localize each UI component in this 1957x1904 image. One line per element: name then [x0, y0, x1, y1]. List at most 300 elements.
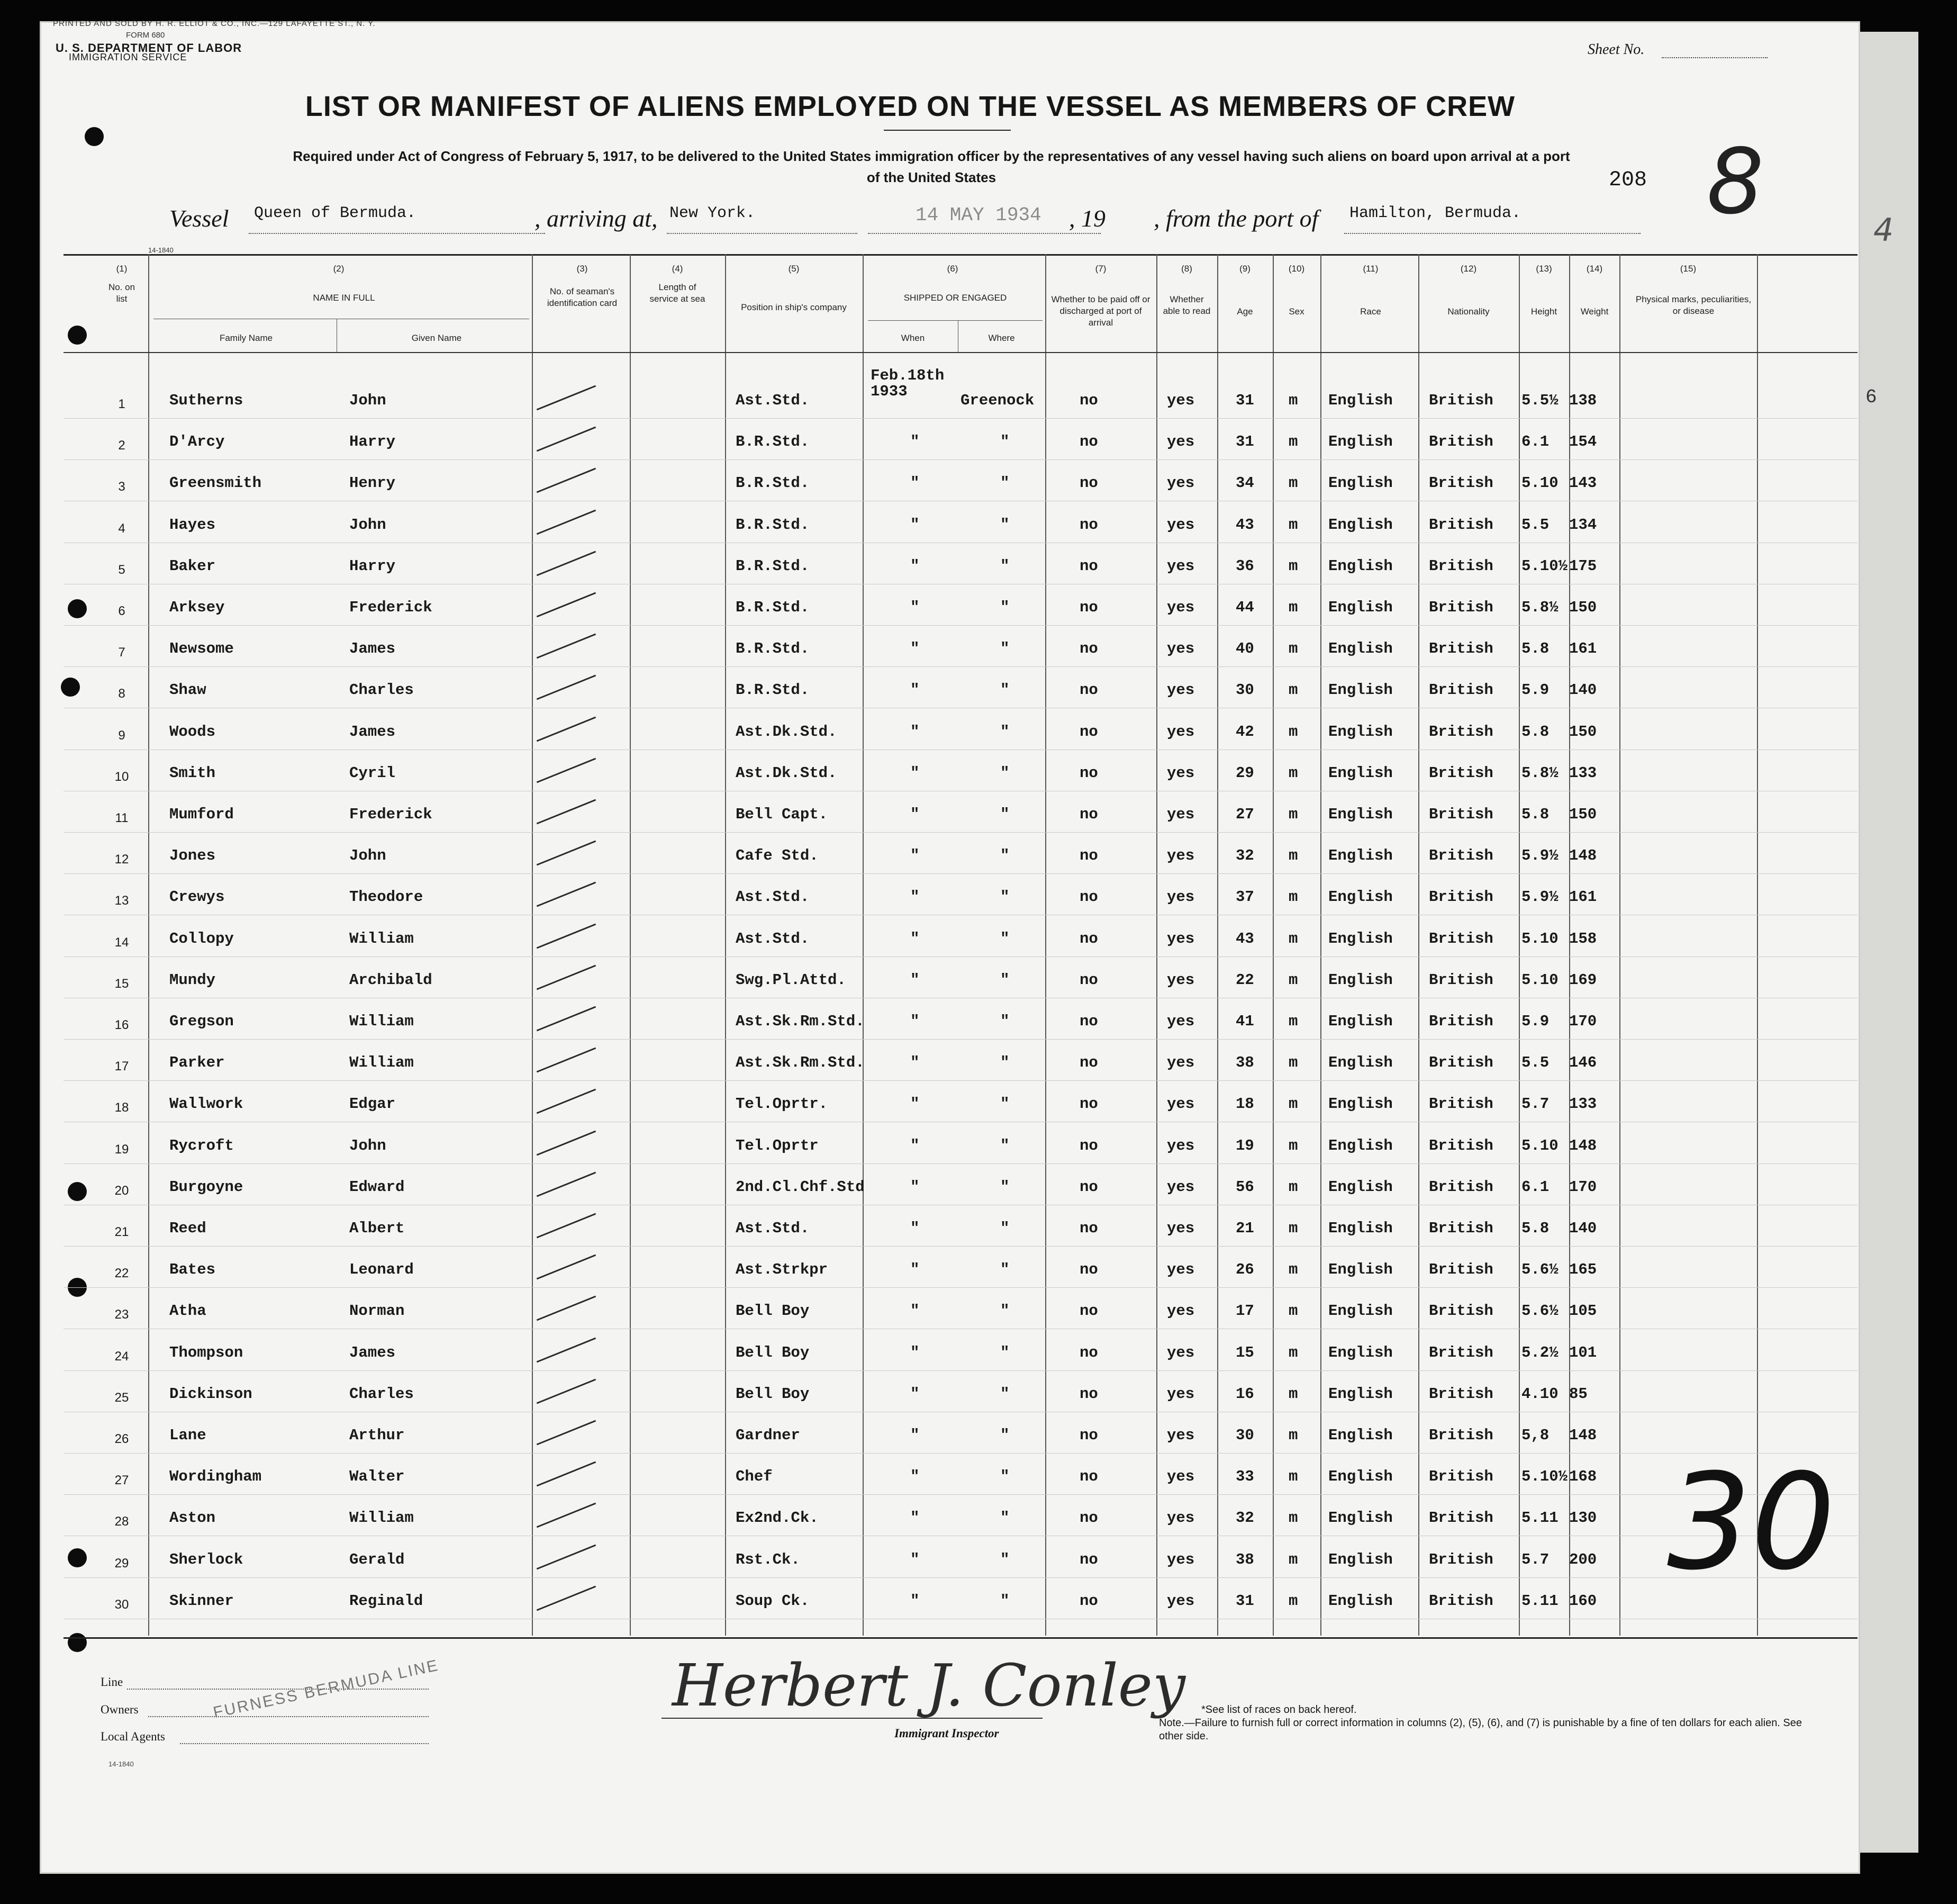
height-cell: 5.5: [1521, 1054, 1550, 1072]
given-name-cell: Walter: [349, 1468, 405, 1486]
nationality-cell: British: [1429, 1095, 1493, 1113]
race-cell: English: [1328, 392, 1393, 409]
column-header-family-name: Family Name: [219, 333, 273, 343]
nationality-cell: British: [1429, 930, 1493, 948]
position-cell: Ast.Std.: [736, 888, 810, 906]
height-cell: 5.10: [1521, 930, 1559, 948]
age-cell: 26: [1236, 1261, 1254, 1279]
height-cell: 5.5½: [1521, 392, 1559, 409]
shipped-when-cell: ": [910, 764, 920, 782]
shipped-when-cell: ": [910, 599, 920, 616]
able-to-read-cell: yes: [1167, 1343, 1195, 1361]
shipped-where-cell: ": [1000, 1302, 1010, 1320]
weight-cell: 169: [1569, 971, 1597, 989]
row-number-cell: 30: [114, 1597, 129, 1612]
position-cell: Soup Ck.: [736, 1592, 810, 1610]
position-cell: Bell Capt.: [736, 806, 828, 823]
sex-cell: m: [1289, 1468, 1298, 1486]
column-header-4-number: (4): [672, 264, 683, 274]
race-cell: English: [1328, 1302, 1393, 1320]
age-cell: 40: [1236, 640, 1254, 658]
height-cell: 5.8½: [1521, 764, 1559, 782]
family-name-cell: Burgoyne: [169, 1178, 243, 1196]
nationality-cell: British: [1429, 723, 1493, 741]
row-rule: [64, 1246, 1858, 1247]
given-name-cell: Harry: [349, 433, 396, 451]
height-cell: 5.2½: [1521, 1343, 1559, 1361]
from-port-underline: [1344, 233, 1641, 234]
row-number-cell: 7: [118, 645, 125, 660]
position-cell: Chef: [736, 1468, 773, 1486]
sex-cell: m: [1289, 971, 1298, 989]
position-cell: Ast.Sk.Rm.Std.: [736, 1054, 865, 1072]
column-header-where: Where: [988, 333, 1015, 343]
weight-cell: 101: [1569, 1343, 1597, 1361]
column-header-2: NAME IN FULL: [313, 293, 375, 303]
nationality-cell: British: [1429, 1550, 1493, 1568]
able-to-read-cell: yes: [1167, 847, 1195, 865]
column-header-6-number: (6): [947, 264, 958, 274]
given-name-cell: Albert: [349, 1220, 405, 1237]
height-cell: 6.1: [1521, 433, 1550, 451]
row-number-cell: 10: [114, 769, 129, 784]
given-name-cell: William: [349, 1509, 414, 1527]
weight-cell: 161: [1569, 640, 1597, 658]
age-cell: 30: [1236, 1427, 1254, 1444]
given-name-cell: John: [349, 1136, 386, 1154]
arriving-underline: [667, 233, 857, 234]
row-number-cell: 12: [114, 852, 129, 867]
shipped-where-cell: ": [1000, 806, 1010, 823]
row-number-cell: 11: [115, 811, 129, 825]
shipped-when-cell: ": [910, 1343, 920, 1361]
age-cell: 38: [1236, 1550, 1254, 1568]
able-to-read-cell: yes: [1167, 1592, 1195, 1610]
shipped-where-cell: ": [1000, 1013, 1010, 1030]
age-cell: 32: [1236, 847, 1254, 865]
column-header-when: When: [901, 333, 925, 343]
race-cell: English: [1328, 433, 1393, 451]
owners-underline: [148, 1716, 429, 1717]
race-cell: English: [1328, 681, 1393, 699]
local-agents-label: Local Agents: [101, 1730, 165, 1743]
weight-cell: 130: [1569, 1509, 1597, 1527]
sex-cell: m: [1289, 392, 1298, 409]
race-cell: English: [1328, 1220, 1393, 1237]
sex-cell: m: [1289, 640, 1298, 658]
sex-cell: m: [1289, 1261, 1298, 1279]
sheet-number-line: [1662, 57, 1768, 58]
adjacent-page-edge: [1860, 32, 1918, 1853]
nationality-cell: British: [1429, 1220, 1493, 1237]
height-cell: 5.9: [1521, 681, 1550, 699]
column-divider: [1757, 254, 1758, 1636]
document-title: LIST OR MANIFEST OF ALIENS EMPLOYED ON THE VESSEL AS MEMBERS OF CREW: [305, 91, 1516, 122]
shipped-when-cell: ": [910, 1261, 920, 1279]
shipped-subheader-rule: [868, 320, 1043, 321]
age-cell: 56: [1236, 1178, 1254, 1196]
able-to-read-cell: yes: [1167, 1054, 1195, 1072]
race-cell: English: [1328, 1343, 1393, 1361]
family-name-cell: Collopy: [169, 930, 234, 948]
subtitle-line-1: Required under Act of Congress of February 5, 1917, to be delivered to the United States immigration officer by the representatives of any vessel having such aliens on board upon arrival at a port: [293, 148, 1570, 164]
given-name-cell: William: [349, 930, 414, 948]
shipped-when-cell: ": [910, 1054, 920, 1072]
family-name-cell: Mundy: [169, 971, 216, 989]
sex-cell: m: [1289, 888, 1298, 906]
nationality-cell: British: [1429, 971, 1493, 989]
nationality-cell: British: [1429, 474, 1493, 492]
column-header-14: Weight: [1580, 306, 1609, 317]
shipped-where-cell: ": [1000, 681, 1010, 699]
age-cell: 27: [1236, 806, 1254, 823]
weight-cell: 150: [1569, 723, 1597, 741]
row-number-cell: 2: [118, 438, 125, 453]
column-header-7-number: (7): [1095, 264, 1107, 274]
column-divider: [148, 254, 149, 1636]
nationality-cell: British: [1429, 1261, 1493, 1279]
race-cell: English: [1328, 1054, 1393, 1072]
weight-cell: 146: [1569, 1054, 1597, 1072]
shipped-when-cell: ": [910, 1427, 920, 1444]
sex-cell: m: [1289, 1592, 1298, 1610]
stamped-number: 208: [1609, 168, 1647, 192]
position-cell: Ast.Dk.Std.: [736, 764, 837, 782]
able-to-read-cell: yes: [1167, 1302, 1195, 1320]
weight-cell: 148: [1569, 1136, 1597, 1154]
nationality-cell: British: [1429, 433, 1493, 451]
shipped-where-cell: ": [1000, 1261, 1010, 1279]
position-cell: B.R.Std.: [736, 433, 810, 451]
family-name-cell: D'Arcy: [169, 433, 225, 451]
paid-off-cell: no: [1080, 433, 1098, 451]
nationality-cell: British: [1429, 640, 1493, 658]
nationality-cell: British: [1429, 516, 1493, 534]
age-cell: 42: [1236, 723, 1254, 741]
paid-off-cell: no: [1080, 1054, 1098, 1072]
row-number-cell: 13: [114, 894, 129, 908]
shipped-when-cell: ": [910, 516, 920, 534]
weight-cell: 168: [1569, 1468, 1597, 1486]
age-cell: 37: [1236, 888, 1254, 906]
family-name-cell: Wordingham: [169, 1468, 262, 1486]
paid-off-cell: no: [1080, 1509, 1098, 1527]
title-rule: [884, 130, 1011, 131]
weight-cell: 154: [1569, 433, 1597, 451]
given-name-cell: Edward: [349, 1178, 405, 1196]
race-cell: English: [1328, 1468, 1393, 1486]
shipped-when-cell: ": [910, 1136, 920, 1154]
column-divider: [1217, 254, 1218, 1636]
nationality-cell: British: [1429, 1178, 1493, 1196]
sex-cell: m: [1289, 847, 1298, 865]
race-cell: English: [1328, 723, 1393, 741]
age-cell: 31: [1236, 1592, 1254, 1610]
able-to-read-cell: yes: [1167, 806, 1195, 823]
row-rule: [64, 1370, 1858, 1371]
column-header-11-number: (11): [1363, 264, 1379, 274]
family-name-cell: Woods: [169, 723, 216, 741]
sex-cell: m: [1289, 599, 1298, 616]
sex-cell: m: [1289, 1302, 1298, 1320]
column-divider: [1418, 254, 1419, 1636]
owners-label: Owners: [101, 1703, 139, 1716]
sex-cell: m: [1289, 723, 1298, 741]
paid-off-cell: no: [1080, 723, 1098, 741]
age-cell: 41: [1236, 1013, 1254, 1030]
family-name-cell: Jones: [169, 847, 216, 865]
race-cell: English: [1328, 1261, 1393, 1279]
paid-off-cell: no: [1080, 1261, 1098, 1279]
nationality-cell: British: [1429, 1592, 1493, 1610]
height-cell: 5.8: [1521, 640, 1550, 658]
vessel-name: Queen of Bermuda.: [254, 204, 416, 222]
shipped-where-cell: ": [1000, 723, 1010, 741]
sex-cell: m: [1289, 1220, 1298, 1237]
given-name-cell: Archibald: [349, 971, 432, 989]
shipped-when-cell: ": [910, 847, 920, 865]
able-to-read-cell: yes: [1167, 1427, 1195, 1444]
shipped-where-cell: ": [1000, 1136, 1010, 1154]
position-cell: Gardner: [736, 1427, 800, 1444]
row-number-cell: 9: [118, 728, 125, 743]
row-number-cell: 27: [114, 1473, 129, 1488]
given-name-cell: Frederick: [349, 806, 432, 823]
shipped-where-cell: ": [1000, 1054, 1010, 1072]
sex-cell: m: [1289, 557, 1298, 575]
race-cell: English: [1328, 557, 1393, 575]
height-cell: 5.6½: [1521, 1261, 1559, 1279]
handwritten-total: 30: [1667, 1445, 1836, 1599]
row-number-cell: 1: [118, 397, 125, 411]
row-rule: [64, 1287, 1858, 1288]
row-rule: [64, 666, 1858, 667]
race-cell: English: [1328, 806, 1393, 823]
sex-cell: m: [1289, 433, 1298, 451]
shipped-where-cell: ": [1000, 971, 1010, 989]
family-name-cell: Mumford: [169, 806, 234, 823]
punch-hole: [85, 127, 104, 146]
given-name-cell: Leonard: [349, 1261, 414, 1279]
height-cell: 5.10: [1521, 971, 1559, 989]
paid-off-cell: no: [1080, 1302, 1098, 1320]
paid-off-cell: no: [1080, 474, 1098, 492]
height-cell: 5.11: [1521, 1592, 1559, 1610]
column-header-1: No. on list: [108, 282, 135, 304]
given-name-cell: John: [349, 516, 386, 534]
weight-cell: 133: [1569, 764, 1597, 782]
line-label: Line: [101, 1675, 123, 1689]
nationality-cell: British: [1429, 1427, 1493, 1444]
row-rule: [64, 1080, 1858, 1081]
family-name-cell: Thompson: [169, 1343, 243, 1361]
row-number-cell: 6: [118, 604, 125, 618]
able-to-read-cell: yes: [1167, 1261, 1195, 1279]
paid-off-cell: no: [1080, 1095, 1098, 1113]
weight-cell: 150: [1569, 806, 1597, 823]
nationality-cell: British: [1429, 888, 1493, 906]
paid-off-cell: no: [1080, 1343, 1098, 1361]
column-divider: [1619, 254, 1620, 1636]
sex-cell: m: [1289, 764, 1298, 782]
paid-off-cell: no: [1080, 764, 1098, 782]
family-name-cell: Reed: [169, 1220, 206, 1237]
shipped-when-cell: ": [910, 1302, 920, 1320]
race-cell: English: [1328, 1592, 1393, 1610]
shipped-when-cell: ": [910, 971, 920, 989]
position-cell: Cafe Std.: [736, 847, 819, 865]
header-bottom-rule: [64, 352, 1858, 353]
position-cell: Ast.Dk.Std.: [736, 723, 837, 741]
family-name-cell: Hayes: [169, 516, 216, 534]
shipped-where-cell: ": [1000, 1178, 1010, 1196]
shipped-where-cell: ": [1000, 1468, 1010, 1486]
shipped-when-cell: ": [910, 433, 920, 451]
race-cell: English: [1328, 1550, 1393, 1568]
race-cell: English: [1328, 1136, 1393, 1154]
arriving-port: New York.: [669, 204, 756, 222]
able-to-read-cell: yes: [1167, 1385, 1195, 1403]
paid-off-cell: no: [1080, 1427, 1098, 1444]
age-cell: 15: [1236, 1343, 1254, 1361]
shipped-where-cell: ": [1000, 1509, 1010, 1527]
height-cell: 5.11: [1521, 1509, 1559, 1527]
shipped-when-cell: ": [910, 1178, 920, 1196]
age-cell: 29: [1236, 764, 1254, 782]
column-header-given-name: Given Name: [411, 333, 462, 343]
position-cell: Rst.Ck.: [736, 1550, 800, 1568]
shipped-when-cell: ": [910, 1013, 920, 1030]
sex-cell: m: [1289, 1385, 1298, 1403]
row-rule: [64, 873, 1858, 874]
date-underline: [868, 233, 1101, 234]
row-number-cell: 28: [114, 1514, 129, 1529]
position-cell: B.R.Std.: [736, 557, 810, 575]
row-number-cell: 29: [114, 1556, 129, 1571]
given-name-cell: Charles: [349, 1385, 414, 1403]
row-number-cell: 20: [114, 1183, 129, 1198]
family-name-cell: Gregson: [169, 1013, 234, 1030]
row-number-cell: 3: [118, 480, 125, 494]
margin-mark-4: 4: [1873, 212, 1894, 249]
shipped-where-cell: ": [1000, 1343, 1010, 1361]
age-cell: 32: [1236, 1509, 1254, 1527]
paid-off-cell: no: [1080, 971, 1098, 989]
able-to-read-cell: yes: [1167, 1136, 1195, 1154]
row-rule: [64, 418, 1858, 419]
height-cell: 5.9: [1521, 1013, 1550, 1030]
age-cell: 43: [1236, 516, 1254, 534]
able-to-read-cell: yes: [1167, 474, 1195, 492]
race-cell: English: [1328, 764, 1393, 782]
position-cell: Tel.Oprtr: [736, 1136, 819, 1154]
shipped-when-cell: ": [910, 806, 920, 823]
age-cell: 34: [1236, 474, 1254, 492]
sex-cell: m: [1289, 681, 1298, 699]
weight-cell: 170: [1569, 1013, 1597, 1030]
height-cell: 5.9½: [1521, 888, 1559, 906]
able-to-read-cell: yes: [1167, 930, 1195, 948]
family-name-cell: Wallwork: [169, 1095, 243, 1113]
family-name-cell: Atha: [169, 1302, 206, 1320]
row-rule: [64, 956, 1858, 957]
arrival-date-stamp: 14 MAY 1934: [916, 204, 1041, 226]
family-name-cell: Shaw: [169, 681, 206, 699]
height-cell: 5.10½: [1521, 557, 1568, 575]
nationality-cell: British: [1429, 764, 1493, 782]
age-cell: 16: [1236, 1385, 1254, 1403]
position-cell: Bell Boy: [736, 1302, 810, 1320]
shipped-where-cell: ": [1000, 640, 1010, 658]
family-name-cell: Parker: [169, 1054, 225, 1072]
height-cell: 5.8: [1521, 1220, 1550, 1237]
column-header-4: Length of service at sea: [649, 282, 705, 304]
able-to-read-cell: yes: [1167, 557, 1195, 575]
race-cell: English: [1328, 474, 1393, 492]
shipped-when-cell: ": [910, 930, 920, 948]
shipped-where-cell: ": [1000, 888, 1010, 906]
able-to-read-cell: yes: [1167, 1013, 1195, 1030]
given-name-cell: Edgar: [349, 1095, 396, 1113]
column-header-10: Sex: [1289, 306, 1304, 317]
able-to-read-cell: yes: [1167, 1178, 1195, 1196]
weight-cell: 160: [1569, 1592, 1597, 1610]
given-name-cell: Gerald: [349, 1550, 405, 1568]
sex-cell: m: [1289, 1343, 1298, 1361]
position-cell: Bell Boy: [736, 1385, 810, 1403]
column-header-13: Height: [1530, 306, 1557, 317]
column-header-5-number: (5): [788, 264, 800, 274]
able-to-read-cell: yes: [1167, 599, 1195, 616]
age-cell: 33: [1236, 1468, 1254, 1486]
row-number-cell: 19: [114, 1142, 129, 1157]
family-name-cell: Crewys: [169, 888, 225, 906]
row-number-cell: 25: [114, 1390, 129, 1405]
shipped-when-cell: ": [910, 474, 920, 492]
column-divider: [863, 254, 864, 1636]
column-header-15: Physical marks, peculiarities, or disease: [1635, 294, 1752, 316]
from-port: Hamilton, Bermuda.: [1349, 204, 1521, 222]
department-name: U. S. DEPARTMENT OF LABOR: [56, 41, 242, 55]
service-name: IMMIGRATION SERVICE: [69, 52, 187, 62]
height-cell: 4.10: [1521, 1385, 1559, 1403]
family-name-cell: Dickinson: [169, 1385, 252, 1403]
from-port-label: , from the port of: [1154, 205, 1319, 232]
shipped-where-cell: ": [1000, 764, 1010, 782]
nationality-cell: British: [1429, 1343, 1493, 1361]
inspector-signature: Herbert J. Conley: [672, 1652, 1186, 1719]
age-cell: 30: [1236, 681, 1254, 699]
sex-cell: m: [1289, 1178, 1298, 1196]
race-cell: English: [1328, 1095, 1393, 1113]
weight-cell: 85: [1569, 1385, 1588, 1403]
able-to-read-cell: yes: [1167, 764, 1195, 782]
shipped-where-cell: ": [1000, 1550, 1010, 1568]
given-name-cell: Frederick: [349, 599, 432, 616]
given-name-cell: James: [349, 723, 396, 741]
line-company-stamp: FURNESS BERMUDA LINE: [212, 1656, 441, 1722]
weight-cell: 161: [1569, 888, 1597, 906]
race-cell: English: [1328, 640, 1393, 658]
paid-off-cell: no: [1080, 847, 1098, 865]
family-name-cell: Arksey: [169, 599, 225, 616]
age-cell: 18: [1236, 1095, 1254, 1113]
weight-cell: 175: [1569, 557, 1597, 575]
position-cell: Tel.Oprtr.: [736, 1095, 828, 1113]
column-header-12-number: (12): [1460, 264, 1477, 274]
paid-off-cell: no: [1080, 557, 1098, 575]
shipped-where-cell: ": [1000, 516, 1010, 534]
